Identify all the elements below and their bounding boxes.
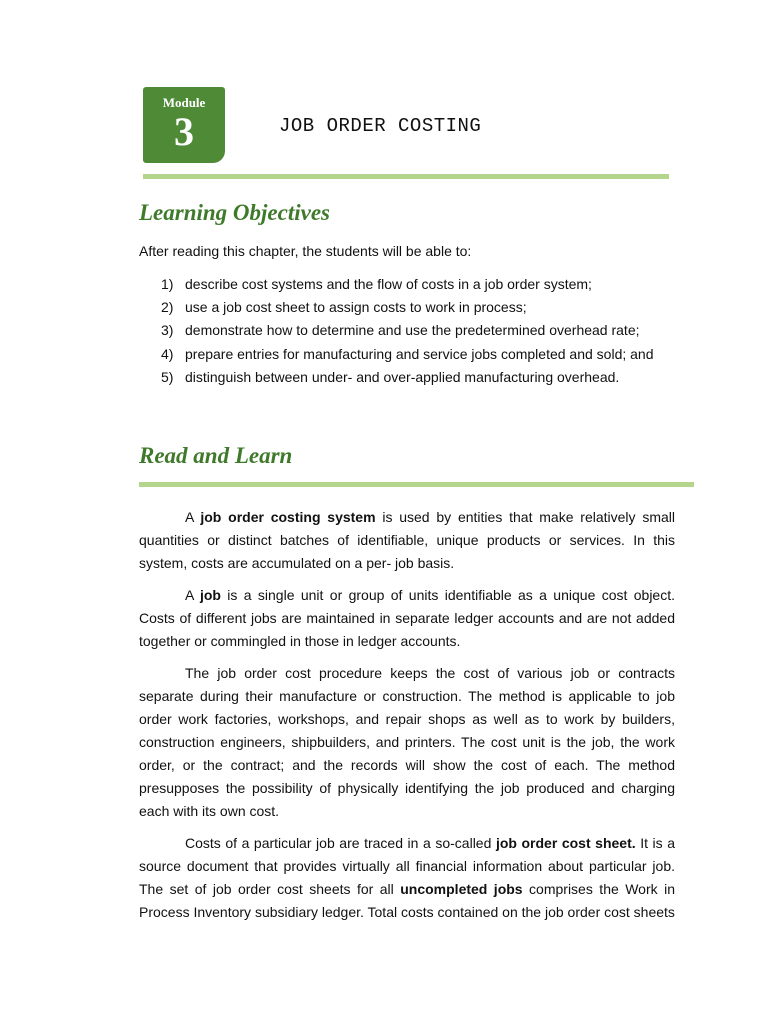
paragraph-text: is a single unit or group of units identifiable as a unique cost object. Costs of different jobs are maintained in separate ledger accounts and are not added together or commingled in those in ledger accounts. xyxy=(139,587,675,649)
bold-term: job order costing system xyxy=(200,509,376,525)
module-label: Module xyxy=(162,95,206,110)
objective-item xyxy=(139,344,699,367)
objectives-list xyxy=(139,274,699,390)
objective-text: describe cost systems and the flow of costs in a job order system; xyxy=(185,276,592,292)
objective-item xyxy=(139,297,699,320)
objective-number: 2) xyxy=(161,299,174,316)
bold-term: job order cost sheet. xyxy=(495,835,636,851)
objective-text: use a job cost sheet to assign costs to work in process; xyxy=(185,299,527,316)
objective-item xyxy=(139,367,699,390)
paragraph-cost-sheet xyxy=(139,832,675,924)
paragraph-job-order-costing-system xyxy=(139,506,675,575)
body-text xyxy=(139,506,675,933)
title-divider xyxy=(143,174,669,179)
objective-number: 5) xyxy=(161,368,174,385)
objective-number: 1) xyxy=(161,276,174,292)
paragraph-text: comprises the Work in Process Inventory subsidiary ledger. Total costs contained on the job order cost sheets xyxy=(139,881,675,920)
paragraph-text: It is a source document that provides virtually all financial information about particular job. The set of job order cost sheets for all xyxy=(139,835,675,897)
objective-text: distinguish between under- and over-applied manufacturing overhead. xyxy=(185,368,620,385)
objectives-intro: After reading this chapter, the students will be able to: xyxy=(139,243,472,259)
objective-item xyxy=(139,274,699,297)
read-and-learn-heading: Read and Learn xyxy=(139,443,293,468)
objective-item xyxy=(139,320,699,343)
bold-term: job xyxy=(199,587,221,603)
learning-objectives-heading: Learning Objectives xyxy=(139,200,330,225)
paragraph-text: is used by entities that make relatively small quantities or distinct batches of identifiable, unique products or services. In this system, costs are accumulated on a per- job basis. xyxy=(139,509,675,571)
paragraph-text: A xyxy=(185,509,201,525)
paragraph-job xyxy=(139,584,675,653)
objective-number: 3) xyxy=(161,322,174,339)
paragraph-text: Costs of a particular job are traced in a so-called xyxy=(185,835,496,851)
objective-text: prepare entries for manufacturing and service jobs completed and sold; and xyxy=(185,345,654,362)
objective-text: demonstrate how to determine and use the predetermined overhead rate; xyxy=(185,322,640,339)
paragraph-procedure: The job order cost procedure keeps the cost of various job or contracts separate during their manufacture or construction. The method is applicable to job order work factories, workshops, and repair shops as well as to work by builders, construction engineers, shipbuilders, and printers. The cost unit is the job, the work order, or the contract; and the records will show the cost of each. The method presupposes the possibility of physically identifying the job produced and charging each with its own cost. xyxy=(139,665,675,819)
bold-term: uncompleted jobs xyxy=(400,881,523,897)
module-number: 3 xyxy=(174,109,194,154)
objective-number: 4) xyxy=(161,345,174,362)
paragraph-text: A xyxy=(185,587,200,603)
section-divider xyxy=(139,482,694,487)
module-badge xyxy=(143,87,225,163)
chapter-title: JOB ORDER COSTING xyxy=(279,115,482,137)
